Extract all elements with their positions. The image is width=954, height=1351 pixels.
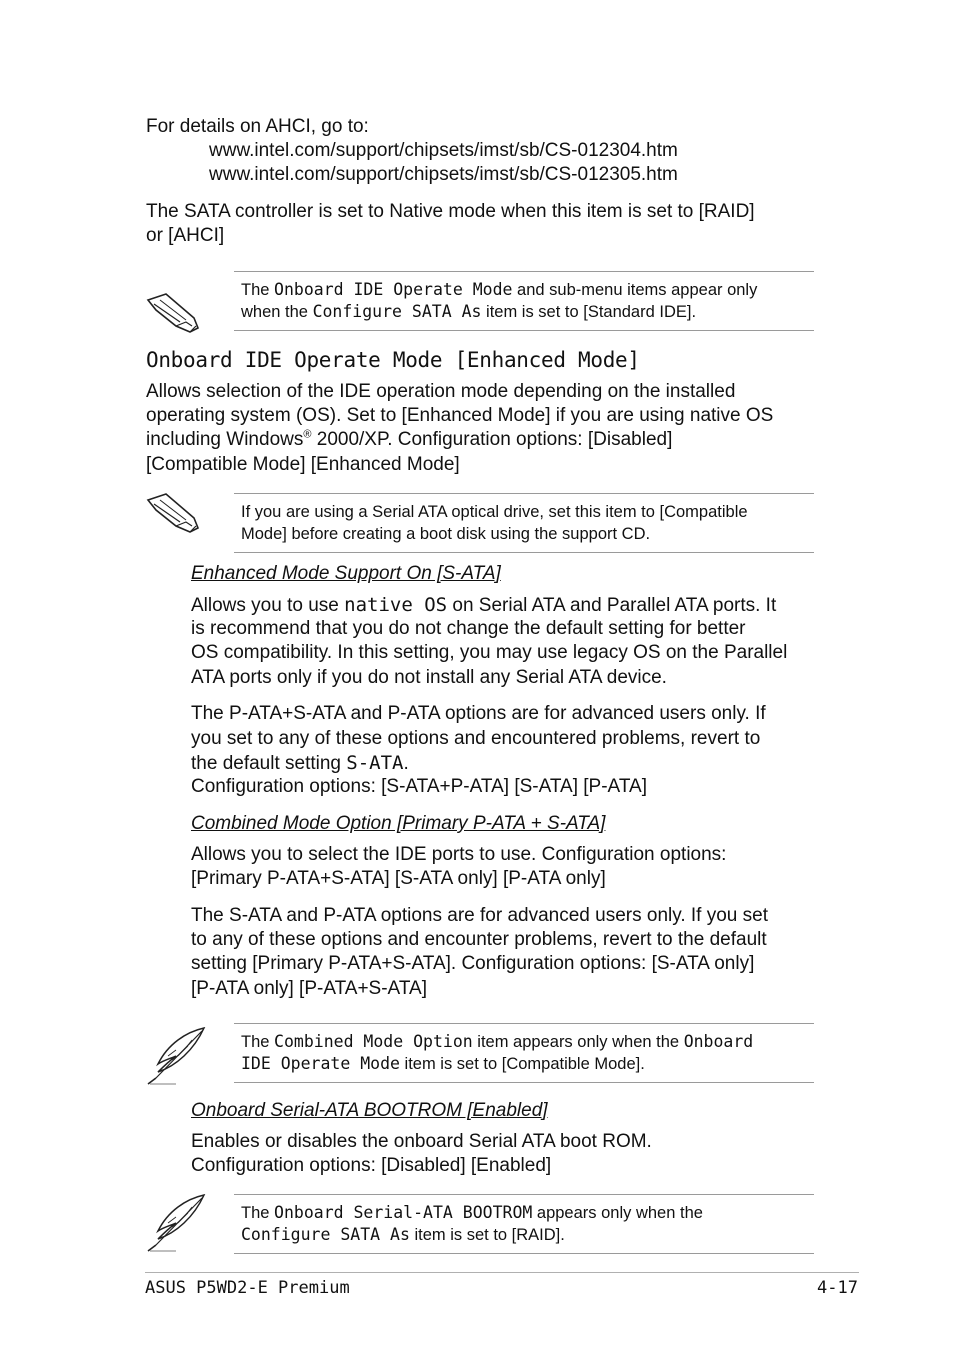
feather-pen-icon — [146, 1193, 208, 1253]
combined-p1-line-1: Allows you to select the IDE ports to use. Configuration options: — [191, 844, 727, 865]
enhanced-p1-line-3: OS compatibility. In this setting, you may use legacy OS on the Parallel — [191, 642, 788, 663]
enhanced-p1-line-1: Allows you to use native OS on Serial ATA and Parallel ATA ports. It — [191, 594, 777, 616]
footer-page-number: 4-17 — [817, 1278, 858, 1298]
section-line-3: including Windows® 2000/XP. Configuration options: [Disabled] — [146, 428, 673, 450]
note-2-line-1: If you are using a Serial ATA optical drive, set this item to [Compatible — [241, 503, 748, 521]
footer-rule — [145, 1272, 859, 1273]
combined-p2-line-1: The S-ATA and P-ATA options are for advanced users only. If you set — [191, 905, 768, 926]
ahci-link-1: www.intel.com/support/chipsets/imst/sb/CS-012304.htm — [209, 140, 678, 161]
section-line-2: operating system (OS). Set to [Enhanced Mode] if you are using native OS — [146, 405, 774, 426]
combined-p2-line-2: to any of these options and encounter problems, revert to the default — [191, 929, 767, 950]
section-line-4: [Compatible Mode] [Enhanced Mode] — [146, 454, 460, 475]
combined-mode-title: Combined Mode Option [Primary P-ATA + S-ATA] — [191, 813, 606, 834]
bootrom-title: Onboard Serial-ATA BOOTROM [Enabled] — [191, 1100, 548, 1121]
note-3-line-2: IDE Operate Mode item is set to [Compatible Mode]. — [241, 1054, 645, 1073]
note-bottom-rule — [234, 552, 814, 553]
note-top-rule — [234, 271, 814, 272]
section-heading: Onboard IDE Operate Mode [Enhanced Mode] — [146, 348, 640, 372]
bootrom-line-2: Configuration options: [Disabled] [Enabled] — [191, 1155, 552, 1176]
enhanced-p2-line-2: you set to any of these options and encountered problems, revert to — [191, 728, 761, 749]
combined-p1-line-2: [Primary P-ATA+S-ATA] [S-ATA only] [P-ATA only] — [191, 868, 606, 889]
note-bottom-rule — [234, 330, 814, 331]
pointing-hand-icon — [146, 292, 200, 334]
ahci-details-label: For details on AHCI, go to: — [146, 116, 369, 137]
combined-p2-line-4: [P-ATA only] [P-ATA+S-ATA] — [191, 978, 427, 999]
note-top-rule — [234, 1194, 814, 1195]
ahci-link-2: www.intel.com/support/chipsets/imst/sb/CS-012305.htm — [209, 164, 678, 185]
bootrom-line-1: Enables or disables the onboard Serial ATA boot ROM. — [191, 1131, 652, 1152]
note-4-line-1: The Onboard Serial-ATA BOOTROM appears only when the — [241, 1203, 703, 1222]
sata-native-line-2: or [AHCI] — [146, 225, 225, 246]
enhanced-p1-line-4: ATA ports only if you do not install any Serial ATA device. — [191, 667, 667, 688]
sata-native-line-1: The SATA controller is set to Native mode when this item is set to [RAID] — [146, 201, 755, 222]
note-bottom-rule — [234, 1253, 814, 1254]
note-4-line-2: Configure SATA As item is set to [RAID]. — [241, 1225, 565, 1244]
note-2-line-2: Mode] before creating a boot disk using the support CD. — [241, 525, 651, 543]
note-bottom-rule — [234, 1082, 814, 1083]
note-1-line-2: when the Configure SATA As item is set to [Standard IDE]. — [241, 302, 697, 321]
note-1-line-1: The Onboard IDE Operate Mode and sub-menu items appear only — [241, 280, 758, 299]
note-3-line-1: The Combined Mode Option item appears only when the Onboard — [241, 1032, 754, 1051]
enhanced-p2-line-4: Configuration options: [S-ATA+P-ATA] [S-ATA] [P-ATA] — [191, 776, 647, 797]
section-line-1: Allows selection of the IDE operation mode depending on the installed — [146, 381, 736, 402]
feather-pen-icon — [146, 1026, 208, 1086]
enhanced-p2-line-1: The P-ATA+S-ATA and P-ATA options are for advanced users only. If — [191, 703, 766, 724]
pointing-hand-icon — [146, 492, 200, 534]
enhanced-p2-line-3: the default setting S-ATA. — [191, 752, 409, 774]
enhanced-p1-line-2: is recommend that you do not change the default setting for better — [191, 618, 746, 639]
enhanced-mode-title: Enhanced Mode Support On [S-ATA] — [191, 563, 501, 584]
combined-p2-line-3: setting [Primary P-ATA+S-ATA]. Configuration options: [S-ATA only] — [191, 953, 755, 974]
footer-product-name: ASUS P5WD2-E Premium — [145, 1278, 350, 1298]
note-top-rule — [234, 493, 814, 494]
note-top-rule — [234, 1023, 814, 1024]
